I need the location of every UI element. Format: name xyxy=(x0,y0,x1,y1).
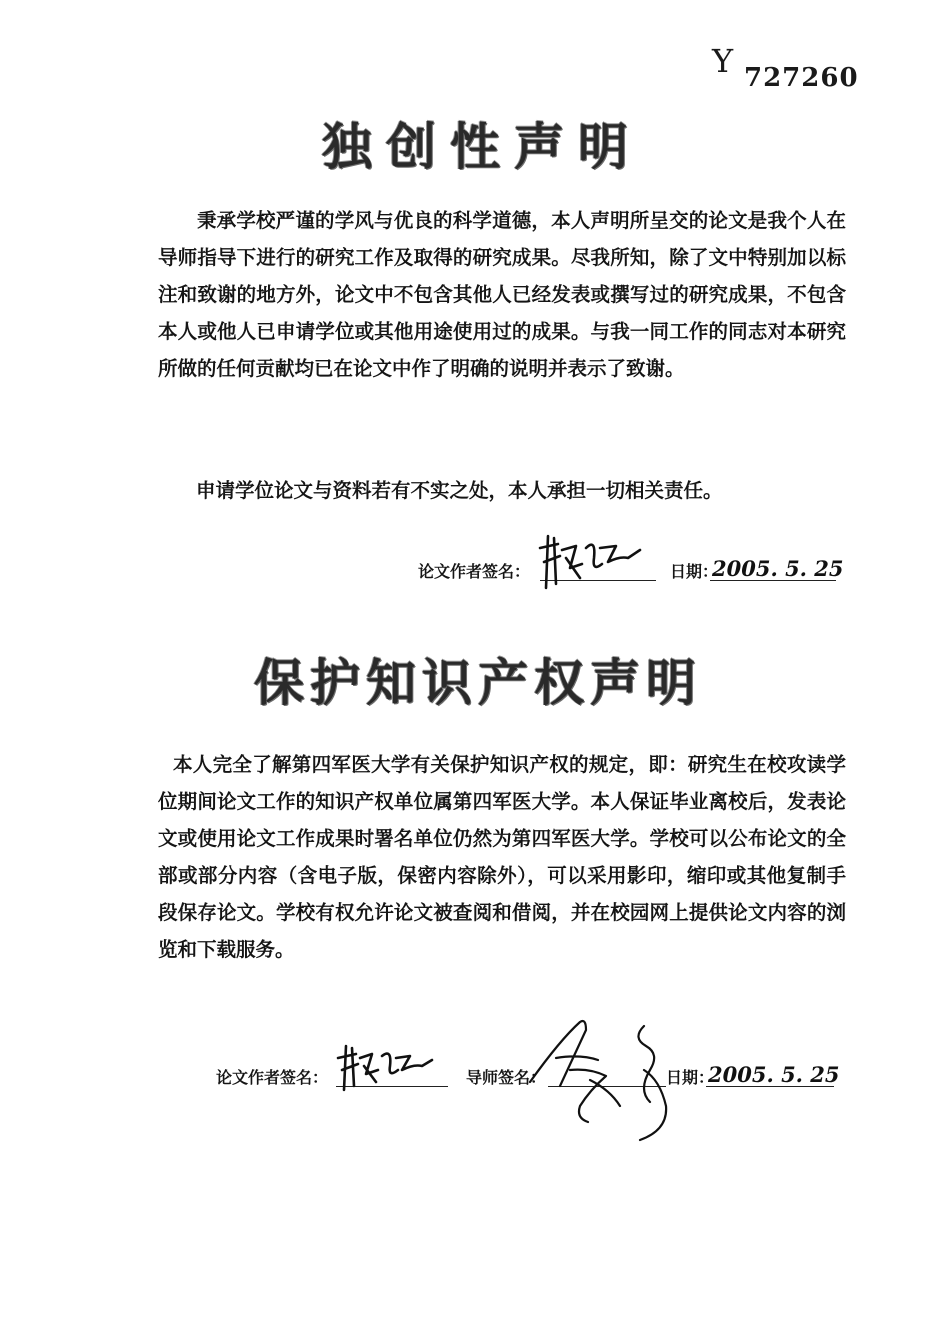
originality-date-label: 日期： xyxy=(670,562,719,581)
document-id xyxy=(712,42,902,102)
ip-date-value: 2005. 5. 25 xyxy=(708,1062,840,1087)
ip-author-signature-label: 论文作者签名： xyxy=(216,1068,329,1087)
originality-title: 独创性声明 xyxy=(322,118,642,176)
ip-author-signature xyxy=(336,1040,436,1096)
ip-date-label: 日期： xyxy=(666,1068,715,1087)
ip-paragraph: 本人完全了解第四军医大学有关保护知识产权的规定，即：研究生在校攻读学位期间论文工作的知识产权单位属第四军医大学。本人保证毕业离校后，发表论文或使用论文工作成果时署名单位仍然为第四军医大学。学校可以公布论文的全部或部分内容（含电子版，保密内容除外），可以采用影印，缩印或其他复制手段保存论文。学校有权允许论文被查阅和借阅，并在校园网上提供论文内容的浏览和下载服务。 xyxy=(158,753,846,961)
ip-title: 保护知识产权声明 xyxy=(254,654,702,712)
originality-author-signature xyxy=(536,528,646,598)
originality-author-signature-label: 论文作者签名： xyxy=(418,562,531,581)
originality-date-handwritten xyxy=(712,554,844,582)
originality-date-value: 2005. 5. 25 xyxy=(712,556,844,581)
document-id-letter: Y xyxy=(712,42,734,80)
ip-date-handwritten xyxy=(708,1060,840,1088)
originality-paragraph: 秉承学校严谨的学风与优良的科学道德，本人声明所呈交的论文是我个人在导师指导下进行的研究工作及取得的研究成果。尽我所知，除了文中特别加以标注和致谢的地方外，论文中不包含其他人已经发表或撰写过的研究成果，不包含本人或他人已申请学位或其他用途使用过的成果。与我一同工作的同志对本研究所做的任何贡献均已在论文中作了明确的说明并表示了致谢。 xyxy=(158,209,846,380)
originality-liability-paragraph: 申请学位论文与资料若有不实之处，本人承担一切相关责任。 xyxy=(196,479,723,502)
document-id-number: 727260 xyxy=(744,63,859,93)
ip-advisor-signature-label: 导师签名： xyxy=(466,1068,547,1087)
